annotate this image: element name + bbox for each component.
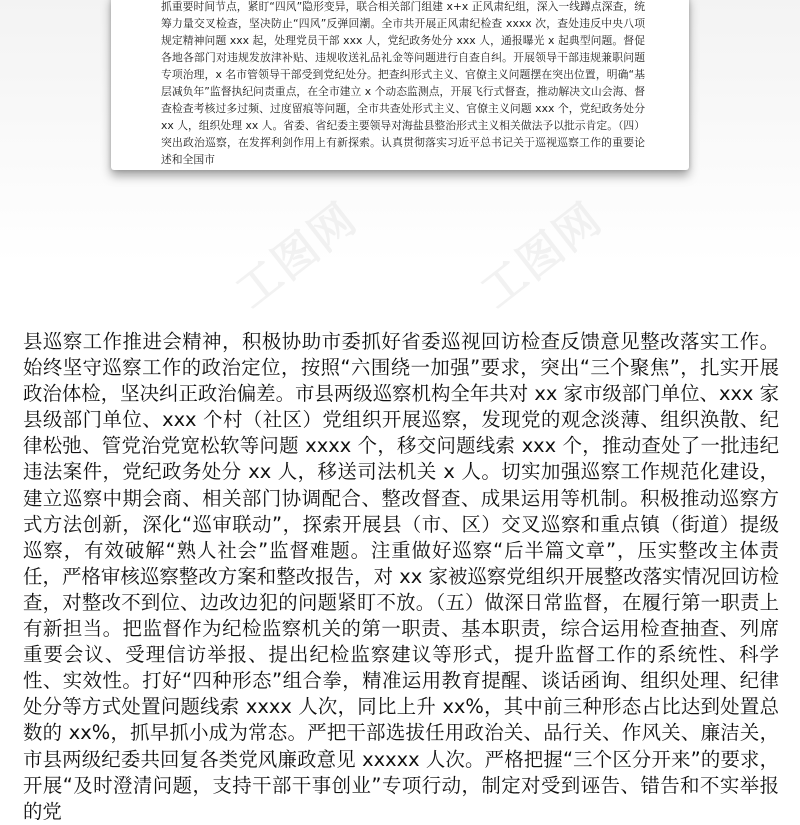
watermark-logo: 工图网 xyxy=(226,192,367,319)
preview-page-text: 抓重要时间节点，紧盯“四风”隐形变异，联合相关部门组建 x+x 正风肃纪组，深入一线蹲点深查，统筹力量交叉检查，坚决防止“四风”反弹回潮。全市共开展正风肃纪检查 xxxx 次，查处违反中央八项规定精神问题 xxx 起，处理党员干部 xxx 人，党纪政务处分 xxx 人，通报曝光 x 起典型问题。督促各地各部门对违规发放津补贴、违规收送礼品礼金等问题进行自查自纠。开展领导干部违规兼职问题专项治理，x 名市管领导干部受到党纪处分。把查纠形式主义、官僚主义问题摆在突出位置，明确“基层减负年”监督执纪问责重点，在全市建立 x 个动态监测点，开展飞行式督查，推动解决文山会海、督查检查考核过多过频、过度留痕等问题，全市共查处形式主义、官僚主义问题 xxx 个，党纪政务处分 xx 人，组织处理 xx 人。省委、省纪委主要领导对海盐县整治形式主义相关做法予以批示肯定。（四）突出政治巡察，在发挥利剑作用上有新探索。认真贯彻落实习近平总书记关于巡视巡察工作的重要论述和全国市 xyxy=(161,0,645,166)
document-body-text: 县巡察工作推进会精神，积极协助市委抓好省委巡视回访检查反馈意见整改落实工作。始终坚守巡察工作的政治定位，按照“六围绕一加强”要求，突出“三个聚焦”，扎实开展政治体检，坚决纠正政治偏差。市县两级巡察机构全年共对 xx 家市级部门单位、xxx 家县级部门单位、xxx 个村（社区）党组织开展巡察，发现党的观念淡薄、组织涣散、纪律松弛、管党治党宽松软等问题 xxxx 个，移交问题线索 xxx 个，推动查处了一批违纪违法案件，党纪政务处分 xx 人，移送司法机关 x 人。切实加强巡察工作规范化建设，建立巡察中期会商、相关部门协调配合、整改督查、成果运用等机制。积极推动巡察方式方法创新，深化“巡审联动”，探索开展县（市、区）交叉巡察和重点镇（街道）提级巡察，有效破解“熟人社会”监督难题。注重做好巡察“后半篇文章”，压实整改主体责任，严格审核巡察整改方案和整改报告，对 xx 家被巡察党组织开展整改落实情况回访检查，对整改不到位、边改边犯的问题紧盯不放。（五）做深日常监督，在履行第一职责上有新担当。把监督作为纪检监察机关的第一职责、基本职责，综合运用检查抽查、列席重要会议、受理信访举报、提出纪检监察建议等形式，提升监督工作的系统性、科学性、实效性。打好“四种形态”组合拳，精准运用教育提醒、谈话函询、组织处理、纪律处分等方式处置问题线索 xxxx 人次，同比上升 xx%，其中前三种形态占比达到处置总数的 xx%，抓早抓小成为常态。严把干部选拔任用政治关、品行关、作风关、廉洁关，市县两级纪委共回复各类党风廉政意见 xxxxx 人次。严格把握“三个区分开来”的要求，开展“及时澄清问题，支持干部干事创业”专项行动，制定对受到诬告、错告和不实举报的党 xyxy=(23,330,779,823)
watermark-logo: 工图网 xyxy=(471,192,612,319)
document-preview-card xyxy=(111,0,689,170)
